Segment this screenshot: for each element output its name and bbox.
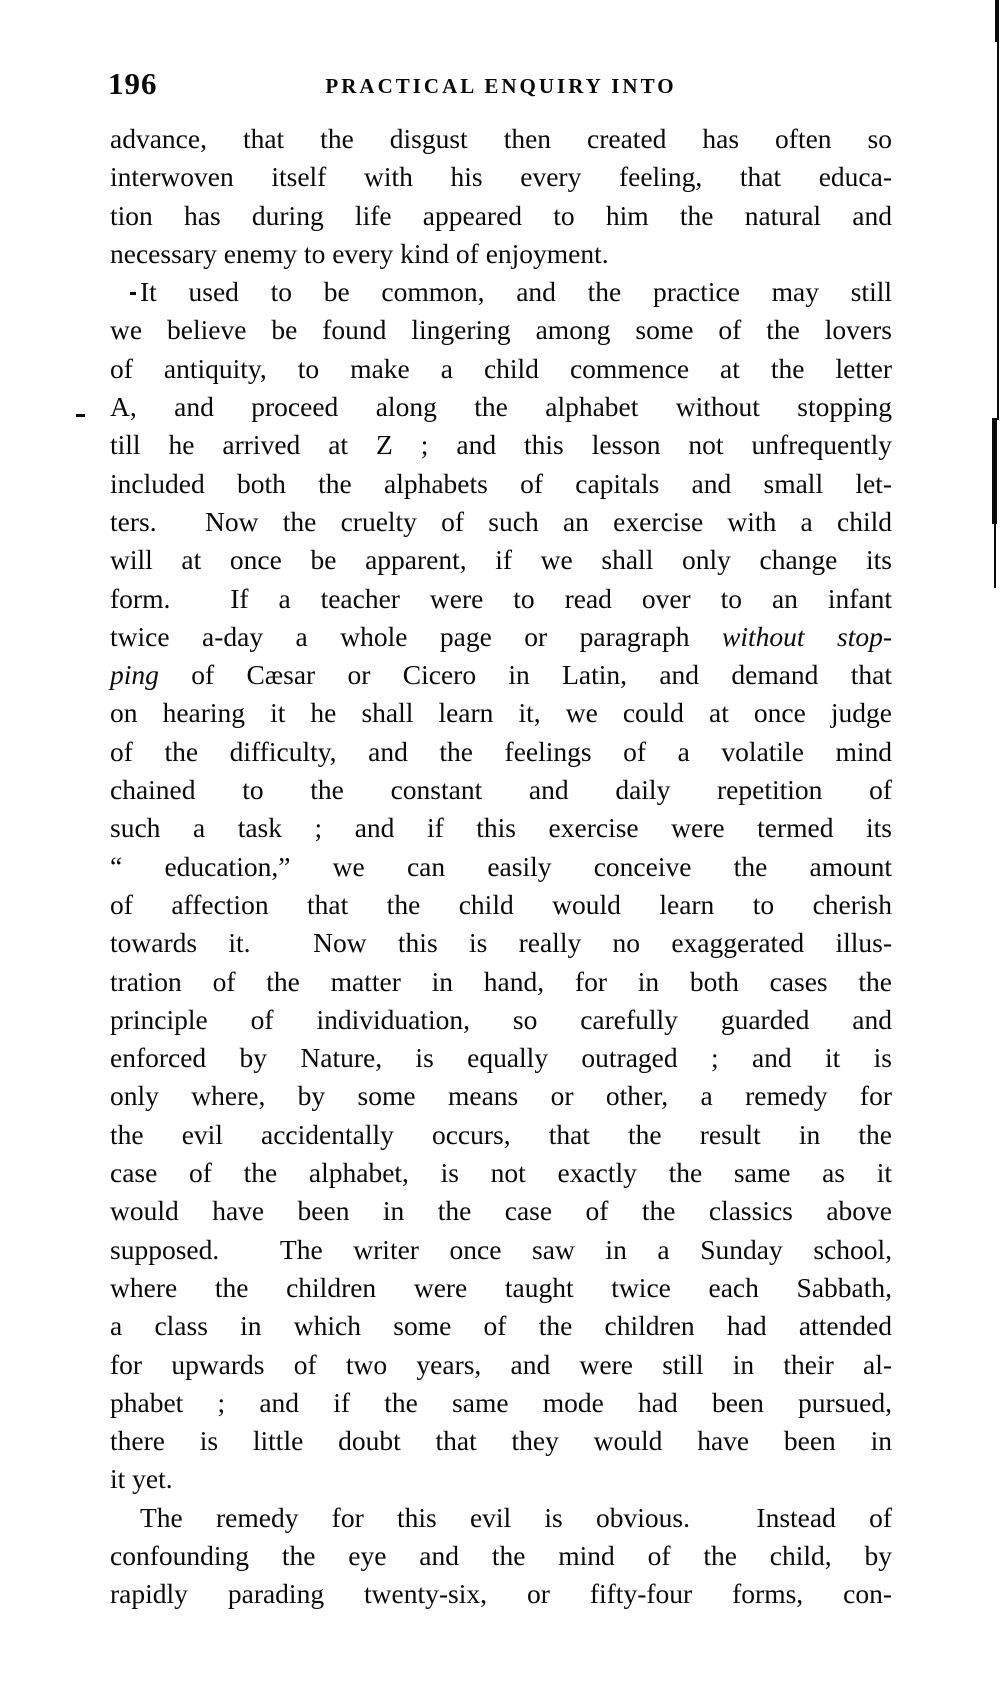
text-line [110,158,892,196]
text-segment: It used to be common, and the practice may still [140,276,892,308]
text-line [110,694,892,732]
scan-artifact-right-bar-tail [994,524,996,588]
text-line [110,1077,892,1115]
text-segment: of affection that the child would learn to cherish [110,888,892,920]
running-header: PRACTICAL ENQUIRY INTO [325,74,677,98]
text-segment: only where, by some means or other, a remedy for [110,1080,892,1112]
text-segment: ters. Now the cruelty of such an exercise with a child [110,505,892,537]
text-segment: chained to the constant and daily repetition of [110,774,892,806]
text-segment: necessary enemy to every kind of enjoyment. [110,237,609,269]
text-segment: The remedy for this evil is obvious. Instead of [140,1501,892,1533]
text-segment: phabet ; and if the same mode had been pursued, [110,1386,892,1418]
text-segment: we believe be found lingering among some of the lovers [110,314,892,346]
text-segment: will at once be apparent, if we shall only change its [110,544,892,576]
text-line [110,1422,892,1460]
text-block [110,120,892,1614]
text-line [110,311,892,349]
text-line [110,1499,892,1537]
text-segment: of Cæsar or Cicero in Latin, and demand that [158,659,892,691]
italic-text-segment: ping [110,659,159,691]
text-segment: of the difficulty, and the feelings of a volatile mind [110,735,892,767]
text-segment: rapidly parading twenty-six, or fifty-four forms, con- [110,1578,892,1610]
text-segment: “ education,” we can easily conceive the amount [110,850,892,882]
text-line [110,503,892,541]
text-line [110,465,892,503]
text-line [110,350,892,388]
text-line [110,388,892,426]
text-line [110,273,892,311]
text-segment: such a task ; and if this exercise were termed its [110,812,892,844]
text-line [110,733,892,771]
text-line [110,1460,892,1498]
scan-artifact-right-hairline [997,0,999,420]
text-line [110,1154,892,1192]
text-segment: tration of the matter in hand, for in both cases the [110,965,892,997]
text-line [110,809,892,847]
text-line [110,1001,892,1039]
scan-artifact-left-margin-dash [76,414,85,417]
text-line [110,1039,892,1077]
text-line [110,1537,892,1575]
text-segment: on hearing it he shall learn it, we could at once judge [110,697,892,729]
text-line [110,235,892,273]
text-line [110,120,892,158]
text-segment: where the children were taught twice each Sabbath, [110,1271,892,1303]
text-segment: supposed. The writer once saw in a Sunday school, [110,1233,892,1265]
text-line [110,1269,892,1307]
text-line [110,1346,892,1384]
text-segment: advance, that the disgust then created has often so [110,123,892,154]
text-line [110,197,892,235]
text-line [110,1575,892,1613]
text-line [110,1307,892,1345]
text-segment: twice a-day a whole page or paragraph [110,620,723,652]
text-segment: tion has during life appeared to him the natural and [110,199,892,231]
text-segment: there is little doubt that they would have been in [110,1425,892,1457]
text-line [110,924,892,962]
text-line [110,1231,892,1269]
text-segment: included both the alphabets of capitals and small let- [110,467,892,499]
text-segment: would have been in the case of the classics above [110,1195,892,1227]
text-line [110,1116,892,1154]
text-line [110,656,892,694]
text-segment: till he arrived at Z ; and this lesson not unfrequently [110,429,892,461]
text-line [110,618,892,656]
text-segment: confounding the eye and the mind of the child, by [110,1539,892,1571]
text-line [110,426,892,464]
text-segment: of antiquity, to make a child commence at the letter [110,352,892,384]
text-line [110,1384,892,1422]
text-line [110,886,892,924]
scan-artifact-paragraph-dot [130,292,136,295]
scan-artifact-right-bar [992,418,997,524]
text-line [110,848,892,886]
text-segment: form. If a teacher were to read over to an infant [110,582,892,614]
text-line [110,771,892,809]
text-line [110,1192,892,1230]
text-segment: interwoven itself with his every feeling, that educa- [110,161,892,193]
text-segment: it yet. [110,1463,173,1495]
text-segment: principle of individuation, so carefully guarded and [110,1003,892,1035]
text-segment: enforced by Nature, is equally outraged ; and it is [110,1042,892,1074]
text-line [110,963,892,1001]
text-segment: a class in which some of the children had attended [110,1310,892,1342]
text-segment: towards it. Now this is really no exaggerated illus- [110,927,892,959]
page-number: 196 [108,66,158,101]
text-line [110,580,892,618]
text-segment: A, and proceed along the alphabet without stopping [110,391,892,423]
text-segment: the evil accidentally occurs, that the result in the [110,1118,892,1150]
italic-text-segment: without stop- [722,620,892,652]
text-line [110,541,892,579]
scan-artifact-right-hairline-cap [995,0,999,42]
text-segment: case of the alphabet, is not exactly the same as it [110,1157,892,1189]
text-segment: for upwards of two years, and were still in their al- [110,1348,892,1380]
